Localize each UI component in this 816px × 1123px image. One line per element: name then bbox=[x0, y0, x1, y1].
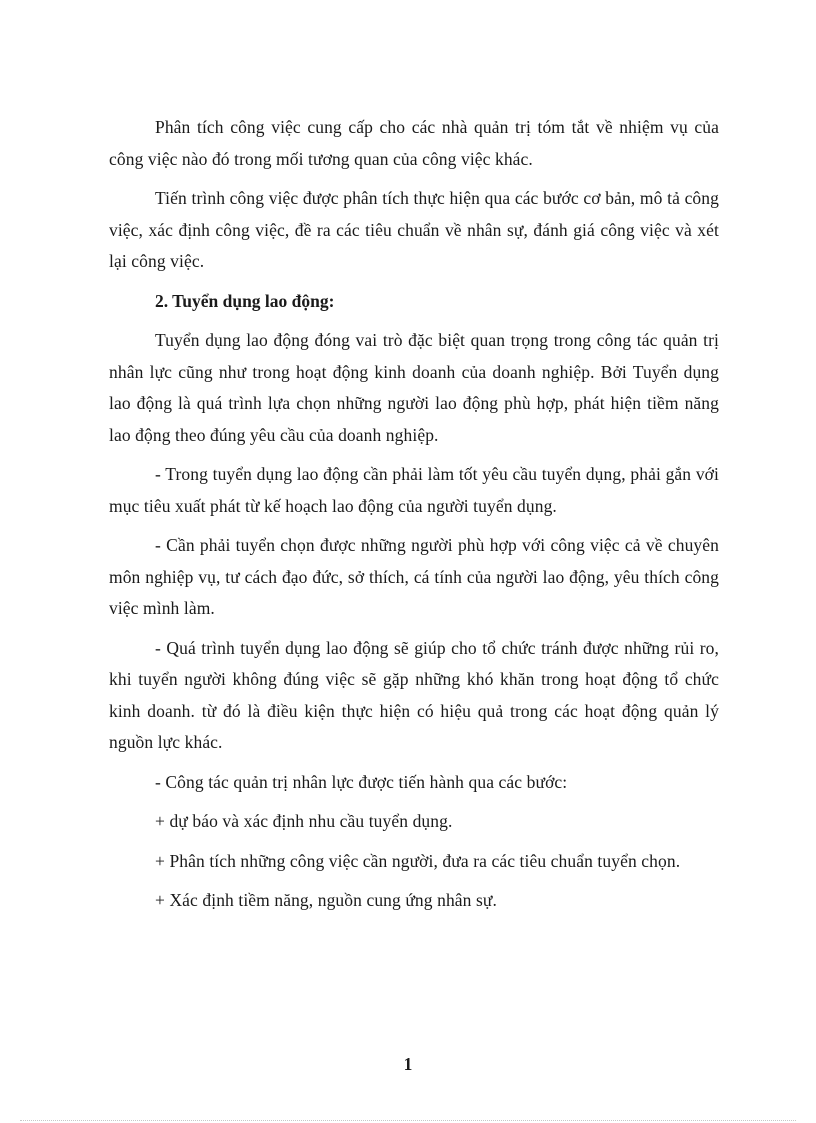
page-content bbox=[109, 112, 719, 925]
page-number: 1 bbox=[403, 1054, 413, 1074]
page-bottom-divider bbox=[20, 1120, 796, 1121]
paragraph-job-analysis-process: Tiến trình công việc được phân tích thực hiện qua các bước cơ bản, mô tả công việc, xác định công việc, đề ra các tiêu chuẩn về nhân sự, đánh giá công việc và xét lại công việc. bbox=[109, 188, 719, 271]
paragraph-recruitment-role: Tuyển dụng lao động đóng vai trò đặc biệt quan trọng trong công tác quản trị nhân lực cũng như trong hoạt động kinh doanh của doanh nghiệp. Bởi Tuyển dụng lao động là quá trình lựa chọn những người lao động phù hợp, phát hiện tiềm năng lao động theo đúng yêu cầu của doanh nghiệp. bbox=[109, 330, 719, 445]
paragraph-recruitment-requirement: - Trong tuyển dụng lao động cần phải làm tốt yêu cầu tuyển dụng, phải gắn với mục tiêu xuất phát từ kế hoạch lao động của người tuyển dụng. bbox=[109, 464, 719, 516]
paragraph-recruitment-selection: - Cần phải tuyển chọn được những người phù hợp với công việc cả về chuyên môn nghiệp vụ, tư cách đạo đức, sở thích, cá tính của người lao động, yêu thích công việc mình làm. bbox=[109, 535, 719, 618]
list-item-step-forecast: + dự báo và xác định nhu cầu tuyển dụng. bbox=[155, 811, 453, 831]
paragraph-recruitment-risk: - Quá trình tuyển dụng lao động sẽ giúp cho tổ chức tránh được những rủi ro, khi tuyển người không đúng việc sẽ gặp những khó khăn trong hoạt động tổ chức kinh doanh. từ đó là điều kiện thực hiện có hiệu quả trong các hoạt động quản lý nguồn lực khác. bbox=[109, 637, 719, 752]
list-item-step-sourcing: + Xác định tiềm năng, nguồn cung ứng nhân sự. bbox=[155, 890, 497, 910]
paragraph-job-analysis-summary: Phân tích công việc cung cấp cho các nhà quản trị tóm tắt về nhiệm vụ của công việc nào đó trong mối tương quan của công việc khác. bbox=[109, 117, 719, 169]
section-heading: 2. Tuyển dụng lao động: bbox=[155, 290, 335, 311]
paragraph-recruitment-steps-intro: - Công tác quản trị nhân lực được tiến hành qua các bước: bbox=[155, 771, 568, 792]
list-item-step-analysis: + Phân tích những công việc cần người, đưa ra các tiêu chuẩn tuyển chọn. bbox=[155, 850, 681, 871]
